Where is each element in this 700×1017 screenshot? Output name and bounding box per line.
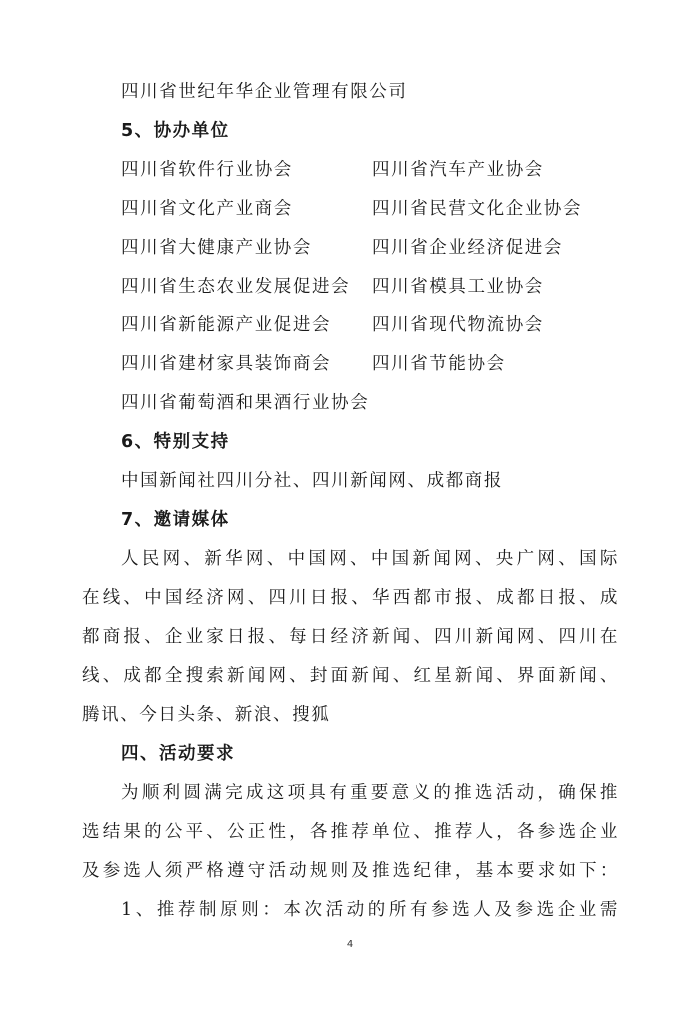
co-organizer-item: 四川省民营文化企业协会 [372,199,583,219]
co-organizer-item: 四川省葡萄酒和果酒行业协会 [121,393,370,413]
organizer-line: 四川省世纪年华企业管理有限公司 [121,82,408,102]
section7-heading: 7、邀请媒体 [121,510,230,530]
requirements-line: 选结果的公平、公正性，各推荐单位、推荐人，各参选企业 [82,822,618,842]
requirements-line: 为顺利圆满完成这项具有重要意义的推选活动，确保推 [121,783,618,803]
media-line: 都商报、企业家日报、每日经济新闻、四川新闻网、四川在 [82,627,618,647]
co-organizer-item: 四川省企业经济促进会 [372,238,563,258]
co-organizer-item: 四川省建材家具装饰商会 [121,354,332,374]
section4-heading: 四、活动要求 [121,744,235,764]
media-line: 腾讯、今日头条、新浪、搜狐 [82,705,331,725]
co-organizer-item: 四川省生态农业发展促进会 [121,277,351,297]
page-number: 4 [346,939,354,950]
section5-heading: 5、协办单位 [121,121,230,141]
requirements-line: 及参选人须严格遵守活动规则及推选纪律，基本要求如下： [82,861,618,881]
co-organizer-item: 四川省模具工业协会 [372,277,544,297]
special-support-text: 中国新闻社四川分社、四川新闻网、成都商报 [121,471,503,491]
co-organizer-item: 四川省节能协会 [372,354,506,374]
media-line: 人民网、新华网、中国网、中国新闻网、央广网、国际 [121,549,618,569]
requirements-line: 1、推荐制原则：本次活动的所有参选人及参选企业需 [121,900,618,920]
co-organizer-item: 四川省现代物流协会 [372,315,544,335]
media-line: 线、成都全搜索新闻网、封面新闻、红星新闻、界面新闻、 [82,666,618,686]
media-line: 在线、中国经济网、四川日报、华西都市报、成都日报、成 [82,588,618,608]
co-organizer-item: 四川省新能源产业促进会 [121,315,332,335]
co-organizer-item: 四川省大健康产业协会 [121,238,312,258]
co-organizer-item: 四川省汽车产业协会 [372,160,544,180]
co-organizer-item: 四川省软件行业协会 [121,160,293,180]
co-organizer-item: 四川省文化产业商会 [121,199,293,219]
section6-heading: 6、特别支持 [121,432,230,452]
